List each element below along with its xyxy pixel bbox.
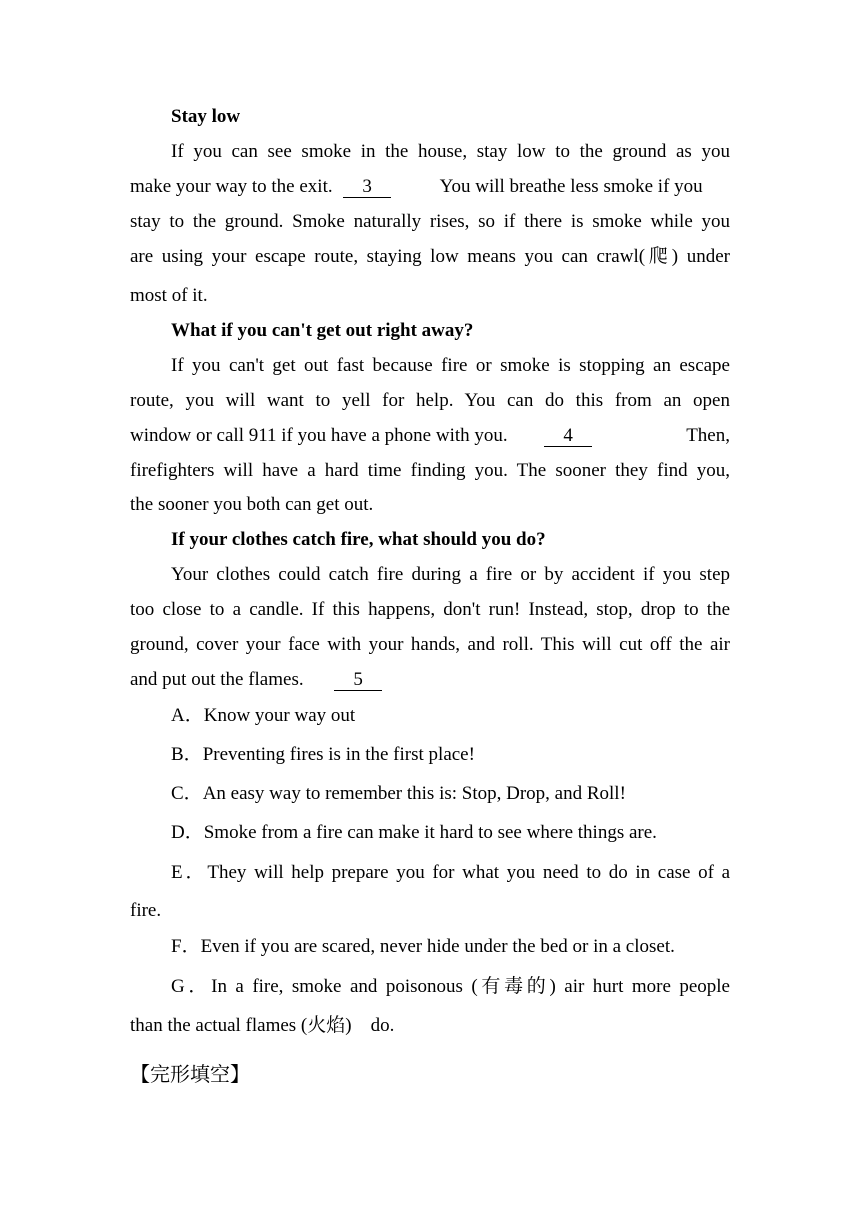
paragraph-line: are using your escape route, staying low means you can crawl(爬) under	[130, 246, 730, 267]
paragraph-line	[130, 424, 730, 448]
heading-cant-get-out: What if you can't get out right away?	[171, 320, 474, 341]
option-text: Preventing fires is in the first place!	[202, 744, 475, 765]
option-text: In a fire, smoke and poisonous (有毒的) air hurt more people	[211, 976, 730, 997]
heading-stay-low: Stay low	[171, 106, 241, 127]
paragraph-text: window or call 911 if you have a phone with you.	[130, 425, 508, 446]
option-text: Even if you are scared, never hide under the bed or in a closet.	[200, 936, 675, 957]
option-g-continued: than the actual flames (火焰) do.	[130, 1015, 395, 1036]
paragraph-line: the sooner you both can get out.	[130, 494, 374, 515]
paragraph-line: ground, cover your face with your hands, and roll. This will cut off the air	[130, 634, 730, 655]
option-text: Know your way out	[203, 705, 356, 726]
paragraph-line: firefighters will have a hard time finding you. The sooner they find you,	[130, 460, 730, 481]
paragraph-line: too close to a candle. If this happens, don't run! Instead, stop, drop to the	[130, 599, 730, 620]
paragraph-line: If you can't get out fast because fire or smoke is stopping an escape	[171, 355, 730, 376]
option-g	[171, 975, 730, 999]
option-f	[171, 935, 730, 959]
paragraph-text: make your way to the exit.	[130, 176, 333, 197]
paragraph-text: and put out the flames.	[130, 669, 304, 690]
paragraph-line	[130, 668, 730, 692]
option-e-continued: fire.	[130, 900, 162, 921]
paragraph-text: You will breathe less smoke if you	[439, 176, 703, 197]
option-text: Smoke from a fire can make it hard to see where things are.	[203, 822, 657, 843]
blank-3: 3	[343, 177, 391, 198]
option-c	[171, 782, 730, 806]
option-letter: B．	[171, 744, 203, 765]
paragraph-line: If you can see smoke in the house, stay low to the ground as you	[171, 141, 730, 162]
option-a	[171, 704, 730, 728]
blank-4: 4	[544, 426, 592, 447]
option-letter: A．	[171, 705, 204, 726]
section-label-cloze: 【完形填空】	[130, 1062, 250, 1086]
heading-clothes-catch-fire: If your clothes catch fire, what should you do?	[171, 529, 546, 550]
paragraph-line	[130, 175, 730, 199]
paragraph-line: Your clothes could catch fire during a fire or by accident if you step	[171, 564, 730, 585]
paragraph-line: stay to the ground. Smoke naturally rises, so if there is smoke while you	[130, 211, 730, 232]
option-e	[171, 861, 730, 885]
option-letter: E．	[171, 862, 208, 883]
blank-5: 5	[334, 670, 382, 691]
option-text: An easy way to remember this is: Stop, Drop, and Roll!	[202, 783, 626, 804]
option-text: They will help prepare you for what you need to do in case of a	[207, 862, 731, 883]
option-letter: F．	[171, 936, 201, 957]
option-letter: D．	[171, 822, 204, 843]
paragraph-line: most of it.	[130, 285, 208, 306]
paragraph-text: Then,	[686, 425, 730, 446]
paragraph-line: route, you will want to yell for help. You can do this from an open	[130, 390, 730, 411]
option-d	[171, 821, 730, 845]
option-b	[171, 743, 730, 767]
option-letter: C．	[171, 783, 203, 804]
option-letter: G．	[171, 976, 212, 997]
